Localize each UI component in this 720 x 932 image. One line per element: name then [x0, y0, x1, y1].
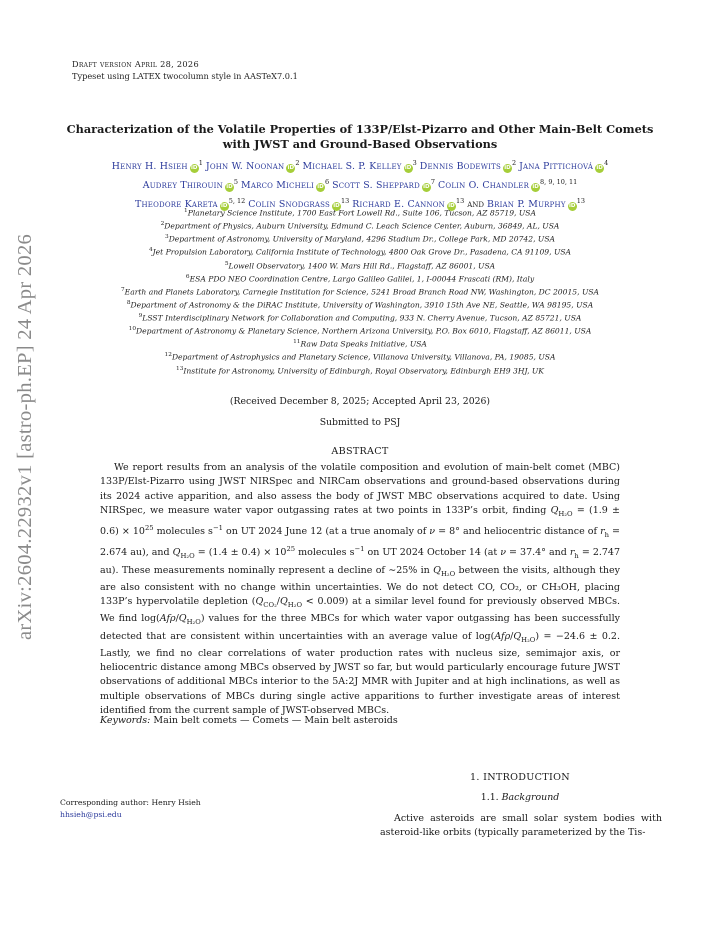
- author-name[interactable]: Colin Snodgrass: [248, 198, 330, 210]
- author-affiliation-ref: 8, 9, 10, 11: [540, 177, 578, 186]
- arxiv-identifier: arXiv:2604.22932v1 [astro-ph.EP] 24 Apr 2026: [14, 233, 36, 640]
- affiliation-number: 2: [160, 221, 165, 228]
- author-name[interactable]: Colin O. Chandler: [438, 179, 530, 191]
- subsection-number: 1.1.: [480, 792, 499, 803]
- abstract-fragment: /: [175, 613, 179, 625]
- intro-paragraph: Active asteroids are small solar system bodies with asteroid-like orbits (typically parameterized by the Tis-: [380, 813, 662, 839]
- affiliation-text: Institute for Astronomy, University of Edinburgh, Royal Observatory, Edinburgh EH9 3HJ, UK: [183, 366, 544, 376]
- affiliation-line: [58, 245, 662, 258]
- affiliation-text: ESA PDO NEO Coordination Centre, Largo Galileo Galilei, 1, I-00044 Frascati (RM), Italy: [189, 274, 535, 284]
- abstract-fragment: /: [510, 630, 514, 642]
- abstract-fragment: on UT 2024 October 14 (at: [364, 547, 501, 559]
- abstract-fragment: r: [569, 547, 575, 559]
- author-name[interactable]: Scott S. Sheppard: [332, 179, 420, 191]
- abstract-fragment: Q: [280, 596, 288, 608]
- paper-title: Characterization of the Volatile Properties of 133P/Elst-Pizarro and Other Main-Belt Comets with JWST and Ground-Based Observations: [66, 122, 654, 151]
- corresponding-author: [60, 797, 201, 821]
- affiliation-list: [58, 206, 662, 377]
- affiliation-number: 7: [120, 286, 125, 293]
- abstract-fragment: Afρ: [494, 630, 511, 642]
- abstract-fragment: ) values for the three MBCs for which water vapor outgassing has been successfully detected that are consistent within uncertainties with an average value of log(: [100, 613, 621, 642]
- abstract-fragment: H₂O: [287, 601, 303, 610]
- section-heading-introduction: 1. INTRODUCTION: [470, 772, 570, 783]
- submitted-journal: Submitted to PSJ: [319, 417, 401, 428]
- abstract-fragment: on UT 2024 June 12 (at a true anomaly of: [222, 526, 430, 538]
- abstract-fragment: molecules s: [295, 547, 355, 559]
- author-name[interactable]: Henry H. Hsieh: [111, 161, 188, 173]
- author-affiliation-ref: 5: [233, 177, 239, 186]
- abstract-fragment: CO₂: [263, 601, 277, 610]
- affiliation-line: [58, 219, 662, 232]
- affiliation-text: LSST Interdisciplinary Network for Collaboration and Computing, 933 N. Cherry Avenue, Tucson, AZ 85721, USA: [142, 313, 582, 323]
- affiliation-line: [58, 285, 662, 298]
- abstract-fragment: Q: [255, 596, 264, 608]
- affiliation-line: [58, 337, 662, 350]
- author-list: [58, 156, 662, 212]
- affiliation-line: [58, 364, 662, 377]
- abstract-fragment: Q: [172, 547, 181, 559]
- abstract-fragment: ) = −24.6 ± 0.2. Lastly, we find no clear correlations of water production rates with nucleus size, semimajor axis, or heliocentric distance among MBCs observed by JWST so far, but would particularly encourage future JWST observations of additional MBCs interior to the 5A:2J MMR with Jupiter and at high inclinations, as well as multiple observations of MBCs during single active apparitions to further investigate areas of interest identified from the current sample of JWST-observed MBCs.: [100, 630, 620, 716]
- draft-version: Draft version April 28, 2026: [72, 59, 199, 69]
- affiliation-number: 6: [185, 273, 190, 280]
- orcid-icon[interactable]: iD: [333, 202, 340, 209]
- affiliation-text: Department of Astronomy, University of Maryland, 4296 Stadium Dr., College Park, MD 20742, USA: [168, 234, 556, 244]
- affiliation-line: [58, 259, 662, 272]
- abstract-fragment: Q: [513, 630, 522, 642]
- abstract-fragment: = (1.9 ± 0.6) × 10: [100, 504, 621, 538]
- author-affiliation-ref: 13: [576, 196, 585, 205]
- affiliation-number: 3: [164, 234, 169, 241]
- abstract-fragment: molecules s: [153, 526, 213, 538]
- abstract-fragment: 25: [286, 545, 296, 554]
- abstract-text: [100, 461, 620, 718]
- affiliation-line: [58, 324, 662, 337]
- received-accepted-dates: (Received December 8, 2025; Accepted April 23, 2026): [229, 396, 491, 407]
- author-affiliation-ref: 7: [430, 177, 436, 186]
- abstract-fragment: between the visits, although they are also consistent with no change within uncertainties. We do not detect CO, CO₂, or CH₃OH, placing 133P’s hypervolatile depletion (: [100, 564, 620, 608]
- abstract-fragment: Q: [178, 613, 187, 625]
- affiliation-line: [58, 350, 662, 363]
- abstract-fragment: h: [574, 552, 579, 561]
- abstract-fragment: −1: [354, 545, 365, 554]
- abstract-fragment: r: [600, 526, 605, 538]
- author-affiliation-ref: 1: [198, 159, 203, 167]
- abstract-fragment: H₂O: [180, 552, 195, 561]
- abstract-fragment: H₂O: [521, 635, 536, 644]
- abstract-fragment: = 2.674 au), and: [100, 526, 620, 559]
- affiliation-number: 4: [148, 247, 153, 254]
- orcid-icon[interactable]: iD: [423, 183, 430, 190]
- orcid-icon[interactable]: iD: [596, 165, 603, 172]
- abstract-fragment: −1: [212, 524, 223, 533]
- abstract-fragment: Q: [433, 564, 441, 576]
- affiliation-text: Department of Physics, Auburn University, Edmund C. Leach Science Center, Auburn, 36849, AL, USA: [164, 221, 560, 231]
- typeset-note: Typeset using LATEX twocolumn style in AASTeX7.0.1: [72, 71, 298, 81]
- orcid-icon[interactable]: iD: [404, 165, 412, 172]
- orcid-icon[interactable]: iD: [568, 202, 576, 209]
- corresponding-author-label: Corresponding author: Henry Hsieh: [60, 798, 201, 807]
- abstract-fragment: = 37.4° and: [506, 547, 570, 559]
- affiliation-line: [58, 311, 662, 324]
- author-affiliation-ref: 5, 12: [228, 196, 246, 205]
- affiliation-text: Department of Astronomy & the DiRAC Institute, University of Washington, 3910 15th Ave NE, Seattle, WA 98195, USA: [130, 300, 594, 310]
- author-name[interactable]: Jana Pittichová: [519, 161, 594, 173]
- author-and: and: [464, 198, 488, 210]
- orcid-icon[interactable]: iD: [226, 183, 233, 190]
- affiliation-text: Earth and Planets Laboratory, Carnegie Institution for Science, 5241 Broad Branch Road NW, Washington, DC 20015, USA: [124, 287, 600, 297]
- affiliation-number: 11: [293, 339, 301, 346]
- author-name[interactable]: Richard E. Cannon: [352, 198, 445, 210]
- affiliation-text: Department of Astrophysics and Planetary Science, Villanova University, Villanova, PA, 19085, USA: [171, 352, 556, 362]
- affiliation-text: Jet Propulsion Laboratory, California Institute of Technology, 4800 Oak Grove Dr., Pasadena, CA 91109, USA: [152, 247, 572, 257]
- affiliation-number: 10: [128, 326, 137, 333]
- abstract-fragment: ν: [500, 547, 506, 559]
- affiliation-number: 8: [126, 299, 131, 306]
- abstract-fragment: < 0.009) at a similar level found for previously observed MBCs. We find log(: [100, 596, 621, 625]
- author-name[interactable]: Michael S. P. Kelley: [302, 161, 402, 173]
- affiliation-number: 9: [138, 313, 143, 319]
- keywords-text: Main belt comets — Comets — Main belt asteroids: [153, 715, 398, 726]
- orcid-icon[interactable]: iD: [448, 202, 455, 209]
- author-name[interactable]: Brian P. Murphy: [487, 198, 566, 210]
- author-name[interactable]: John W. Noonan: [205, 161, 285, 173]
- abstract-heading: ABSTRACT: [331, 446, 389, 457]
- affiliation-number: 5: [224, 260, 229, 267]
- author-affiliation-ref: 2: [295, 159, 300, 167]
- abstract-fragment: = 8° and heliocentric distance of: [435, 526, 601, 538]
- affiliation-line: [58, 298, 662, 311]
- author-name[interactable]: Theodore Kareta: [135, 198, 218, 210]
- abstract-fragment: H₂O: [186, 618, 201, 627]
- abstract-fragment: H₂O: [558, 509, 573, 518]
- affiliation-line: [58, 232, 662, 245]
- abstract-fragment: = (1.4 ± 0.4) × 10: [194, 547, 287, 559]
- author-affiliation-ref: 3: [412, 159, 417, 167]
- abstract-fragment: h: [604, 531, 609, 540]
- corresponding-email-link[interactable]: hhsieh@psi.edu: [60, 810, 122, 819]
- abstract-fragment: = 2.747 au). These measurements nominally represent a decline of ∼25% in: [100, 547, 621, 576]
- affiliation-line: [58, 272, 662, 285]
- affiliation-text: Planetary Science Institute, 1700 East Fort Lowell Rd., Suite 106, Tucson, AZ 85719, USA: [187, 208, 536, 218]
- affiliation-text: Department of Astronomy & Planetary Science, Northern Arizona University, P.O. Box 6010, Flagstaff, AZ 86011, USA: [136, 326, 592, 336]
- author-name[interactable]: Audrey Thirouin: [142, 179, 223, 191]
- abstract-fragment: 25: [144, 524, 154, 533]
- author-affiliation-ref: 13: [340, 196, 350, 205]
- keywords-label: Keywords:: [100, 715, 151, 726]
- orcid-icon[interactable]: iD: [287, 165, 295, 172]
- orcid-icon[interactable]: iD: [317, 183, 324, 190]
- affiliation-text: Raw Data Speaks Initiative, USA: [300, 339, 427, 349]
- orcid-icon[interactable]: iD: [220, 202, 228, 209]
- abstract-fragment: /: [276, 596, 280, 608]
- abstract-fragment: We report results from an analysis of the volatile composition and evolution of main-belt comet (MBC) 133P/Elst-Pizarro using JWST NIRSpec and NIRCam observations and ground-based observations during its 2024 active apparition, and also assess the body of JWST MBC observations acquired to date. Using NIRSpec, we measure water vapor outgassing rates at two points in 133P’s orbit, finding: [100, 462, 620, 516]
- author-affiliation-ref: 2: [511, 159, 517, 167]
- author-affiliation-ref: 13: [455, 196, 465, 205]
- affiliation-text: Lowell Observatory, 1400 W. Mars Hill Rd., Flagstaff, AZ 86001, USA: [228, 261, 496, 271]
- author-affiliation-ref: 6: [325, 177, 330, 186]
- abstract-fragment: Q: [550, 504, 559, 516]
- author-affiliation-ref: 4: [604, 159, 609, 167]
- page-header: [72, 58, 298, 82]
- subsection-title: Background: [501, 792, 560, 803]
- keywords: [100, 715, 398, 726]
- abstract-fragment: Afρ: [159, 613, 176, 625]
- affiliation-number: 1: [184, 208, 188, 214]
- abstract-fragment: H₂O: [440, 569, 456, 578]
- orcid-icon[interactable]: iD: [191, 165, 198, 172]
- author-name[interactable]: Dennis Bodewits: [419, 161, 501, 173]
- abstract-fragment: ν: [429, 526, 436, 538]
- affiliation-number: 12: [164, 352, 172, 359]
- author-name[interactable]: Marco Micheli: [241, 179, 314, 191]
- affiliation-line: [58, 206, 662, 219]
- orcid-icon[interactable]: iD: [504, 165, 511, 172]
- orcid-icon[interactable]: iD: [532, 183, 539, 190]
- affiliation-number: 13: [176, 365, 184, 372]
- subsection-heading-background: [380, 792, 660, 803]
